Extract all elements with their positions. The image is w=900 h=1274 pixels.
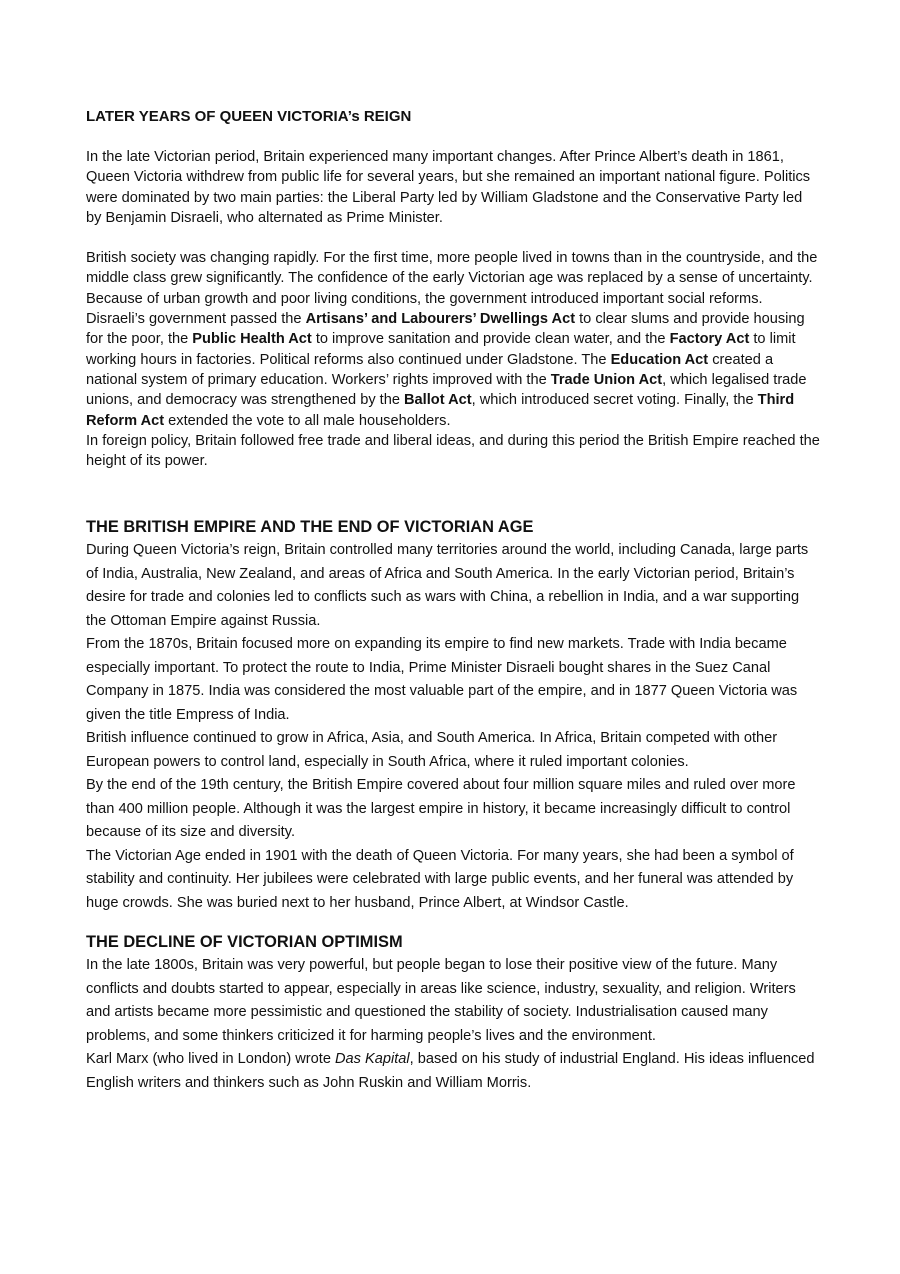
text-run: created a national system of primary education. Workers’ rights improved with the <box>86 351 774 388</box>
paragraph-end-of-age: The Victorian Age ended in 1901 with the death of Queen Victoria. For many years, she had been a symbol of stability and continuity. Her jubilees were celebrated with large public events, and her funeral was attended by huge crowds. She was buried next to her husband, Prince Albert, at Windsor Castle. <box>86 847 794 911</box>
section-title-british-empire: THE BRITISH EMPIRE AND THE END OF VICTORIAN AGE <box>86 518 534 537</box>
text-run: , based on his study of industrial England. His ideas influenced English writers and thinkers such as John Ruskin and William Morris. <box>86 1051 815 1091</box>
paragraph-late-victorian-period: In the late Victorian period, Britain experienced many important changes. After Prince Albert’s death in 1861, Queen Victoria withdrew from public life for several years, but she remained an important national figure. Politics were dominated by two main parties: the Liberal Party led by William Gladstone and the Conservative Party led by Benjamin Disraeli, who alternated as Prime Minister. <box>86 149 811 226</box>
spacer <box>86 915 821 930</box>
section-title-later-years: LATER YEARS OF QUEEN VICTORIA’s REIGN <box>86 108 412 125</box>
section-title-decline-optimism: THE DECLINE OF VICTORIAN OPTIMISM <box>86 933 403 952</box>
text-run: to improve sanitation and provide clean water, and the <box>311 331 670 348</box>
paragraph-karl-marx <box>86 1048 821 1095</box>
text-run: British society was changing rapidly. For the first time, more people lived in towns than in the countryside, and the middle class grew significantly. The confidence of the early Victorian age was replaced by a sense of uncertainty. Because of urban growth and poor living conditions, the government introduced important social reforms. Disraeli’s government passed the <box>86 250 818 328</box>
bold-act-public-health: Public Health Act <box>192 331 312 348</box>
bold-act-trade-union: Trade Union Act <box>550 371 663 388</box>
bold-act-third-reform: Third Reform Act <box>86 392 795 429</box>
paragraph-loss-of-optimism: In the late 1800s, Britain was very powerful, but people began to lose their positive view of the future. Many conflicts and doubts started to appear, especially in areas like science, industry, sexuality, and religion. Writers and artists became more pessimistic and questioned the stability of society. Industrialisation caused many problems, and some thinkers criticized it for harming people’s lives and the environment. <box>86 957 796 1044</box>
text-run: , which introduced secret voting. Finally, the <box>471 392 758 409</box>
spacer <box>86 228 821 248</box>
document-page <box>86 107 821 1095</box>
spacer <box>86 127 821 147</box>
text-run: extended the vote to all male householders. <box>164 412 451 429</box>
paragraph-empire-expansion: From the 1870s, Britain focused more on expanding its empire to find new markets. Trade with India became especially important. To protect the route to India, Prime Minister Disraeli bought shares in the Suez Canal Company in 1875. India was considered the most valuable part of the empire, and in 1877 Queen Victoria was given the title Empress of India. <box>86 636 798 723</box>
paragraph-empire-size: By the end of the 19th century, the British Empire covered about four million square miles and ruled over more than 400 million people. Although it was the largest empire in history, it became increasingly difficult to control because of its size and diversity. <box>86 777 796 841</box>
paragraph-africa-influence: British influence continued to grow in Africa, Asia, and South America. In Africa, Britain competed with other European powers to control land, especially in South Africa, where it ruled important colonies. <box>86 730 778 770</box>
text-run: to limit working hours in factories. Political reforms also continued under Gladstone. The <box>86 331 796 368</box>
bold-act-artisans: Artisans’ and Labourers’ Dwellings Act <box>305 311 576 328</box>
text-run: , which legalised trade unions, and democracy was strengthened by the <box>86 371 807 409</box>
paragraph-foreign-policy: In foreign policy, Britain followed free trade and liberal ideas, and during this period the British Empire reached the height of its power. <box>86 432 820 470</box>
text-run: to clear slums and provide housing for the poor, the <box>86 311 805 348</box>
paragraph-empire-territories: During Queen Victoria’s reign, Britain controlled many territories around the world, including Canada, large parts of India, Australia, New Zealand, and areas of Africa and South America. In the early Victorian period, Britain’s desire for trade and colonies led to conflicts such as wars with China, a rebellion in India, and a war supporting the Ottoman Empire against Russia. <box>86 542 809 629</box>
bold-act-factory: Factory Act <box>669 331 750 348</box>
italic-das-kapital: Das Kapital <box>335 1051 410 1068</box>
text-run: Karl Marx (who lived in London) wrote <box>86 1051 336 1068</box>
bold-act-education: Education Act <box>610 351 709 368</box>
bold-act-ballot: Ballot Act <box>404 392 472 409</box>
paragraph-social-reforms <box>86 248 821 431</box>
spacer <box>86 471 821 515</box>
